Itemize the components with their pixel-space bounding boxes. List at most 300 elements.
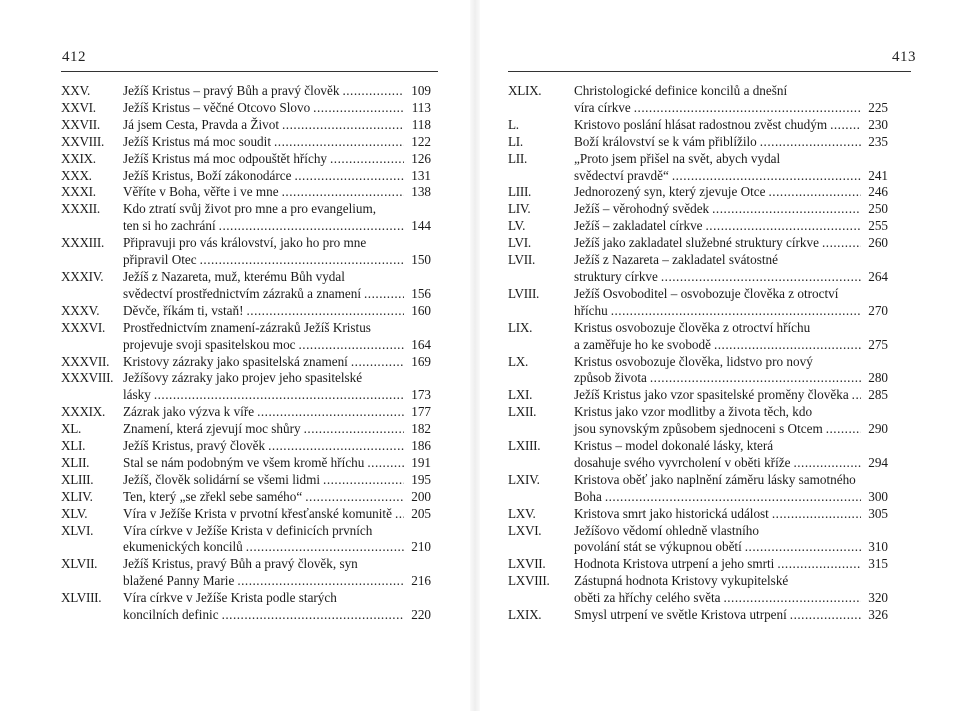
title-text: Ježíšovo vědomí ohledně vlastního <box>574 522 759 538</box>
title-text: připravil Otec <box>123 252 197 268</box>
toc-entry <box>61 472 431 489</box>
chapter-title <box>123 235 431 269</box>
title-line <box>574 134 888 151</box>
title-line <box>123 83 431 100</box>
page-reference: 285 <box>868 387 888 403</box>
title-text: Víra církve v Ježíše Krista podle starých <box>123 590 337 606</box>
title-line <box>574 438 888 455</box>
page-reference: 210 <box>411 539 431 555</box>
title-text: lásky <box>123 387 151 403</box>
toc-entry <box>508 252 888 286</box>
chapter-number: LXI. <box>508 387 533 403</box>
page-reference: 225 <box>868 99 888 115</box>
chapter-number: XXXIII. <box>61 235 104 251</box>
title-line <box>123 489 431 506</box>
title-line <box>123 523 431 540</box>
toc-entry <box>61 235 431 269</box>
title-line <box>123 286 431 303</box>
chapter-title <box>123 455 431 472</box>
chapter-number: LV. <box>508 218 526 234</box>
title-text: Christologické definice koncilů a dnešní <box>574 83 788 98</box>
title-text: Kristus osvobozuje člověka z otroctví hříchu <box>574 319 811 335</box>
dot-leader <box>274 134 404 151</box>
toc-entry <box>61 134 431 151</box>
chapter-number: XXXI. <box>61 184 96 200</box>
dot-leader <box>826 421 861 438</box>
chapter-title <box>123 151 431 168</box>
page-reference: 310 <box>868 539 888 555</box>
chapter-number: XXXVI. <box>61 319 105 335</box>
dot-leader <box>611 303 861 320</box>
chapter-number: XLIV. <box>61 488 93 504</box>
title-text: ekumenických koncilů <box>123 539 243 555</box>
dot-leader <box>154 387 404 404</box>
dot-leader <box>712 201 861 218</box>
toc-entry <box>508 83 888 117</box>
title-line <box>123 201 431 218</box>
chapter-title <box>574 472 888 506</box>
chapter-number: LI. <box>508 133 523 149</box>
title-text: Ježíš – zakladatel církve <box>574 218 703 234</box>
toc-entry <box>508 556 888 573</box>
page-reference: 270 <box>868 302 888 318</box>
title-text: koncilních definic <box>123 607 219 623</box>
page-reference: 246 <box>868 184 888 200</box>
chapter-title <box>574 134 888 151</box>
title-text: Ježíš z Nazareta – zakladatel svátostné <box>574 252 778 268</box>
title-line <box>574 117 888 134</box>
chapter-title <box>123 523 431 557</box>
title-text: Ježíš Kristus, pravý člověk <box>123 438 266 454</box>
toc-entry <box>508 523 888 557</box>
title-line <box>574 506 888 523</box>
page-reference: 205 <box>411 505 431 521</box>
title-line <box>574 201 888 218</box>
dot-leader <box>723 590 861 607</box>
title-text: Jednorozený syn, který zjevuje Otce <box>574 184 766 200</box>
chapter-number: LXV. <box>508 505 536 521</box>
page-reference: 169 <box>411 353 431 369</box>
chapter-number: XXX. <box>61 167 92 183</box>
toc-entry <box>508 573 888 607</box>
page-reference: 275 <box>868 336 888 352</box>
title-line <box>574 523 888 540</box>
title-text: Smysl utrpení ve světle Kristova utrpení <box>574 607 787 623</box>
toc-entry <box>508 506 888 523</box>
title-text: Kristovo poslání hlásat radostnou zvěst chudým <box>574 116 828 132</box>
chapter-number: XXVII. <box>61 116 100 132</box>
toc-entry <box>508 354 888 388</box>
title-text: Já jsem Cesta, Pravda a Život <box>123 116 280 132</box>
title-text: blažené Panny Marie <box>123 573 235 589</box>
title-text: dosahuje svého vyvrcholení v oběti kříže <box>574 454 791 470</box>
toc-entry <box>508 134 888 151</box>
chapter-title <box>123 303 431 320</box>
title-line <box>574 337 888 354</box>
title-line <box>574 387 888 404</box>
title-text: Kristus osvobozuje člověka, lidstvo pro nový <box>574 353 813 369</box>
page-reference: 182 <box>411 421 431 437</box>
toc-entry <box>61 556 431 590</box>
dot-leader <box>364 286 404 303</box>
title-text: Znamení, která zjevují moc shůry <box>123 421 301 437</box>
title-text: Připravuji pro vás království, jako ho pro mne <box>123 235 367 251</box>
title-line <box>574 421 888 438</box>
toc-entry <box>61 100 431 117</box>
dot-leader <box>605 489 861 506</box>
chapter-number: LVIII. <box>508 285 540 301</box>
toc-entry <box>61 201 431 235</box>
title-line <box>574 489 888 506</box>
chapter-title <box>123 354 431 371</box>
dot-leader <box>395 506 404 523</box>
chapter-number: LXVIII. <box>508 573 550 589</box>
toc-entry <box>61 117 431 134</box>
chapter-title <box>574 218 888 235</box>
chapter-title <box>123 320 431 354</box>
toc-entry <box>61 184 431 201</box>
title-line <box>574 168 888 185</box>
page-reference: 315 <box>868 556 888 572</box>
chapter-number: XXXVIII. <box>61 370 114 386</box>
page-reference: 177 <box>411 404 431 420</box>
dot-leader <box>777 556 861 573</box>
page-reference: 235 <box>868 133 888 149</box>
chapter-number: LIII. <box>508 184 532 200</box>
page-reference: 195 <box>411 471 431 487</box>
chapter-title <box>574 235 888 252</box>
chapter-title <box>123 184 431 201</box>
page-reference: 300 <box>868 488 888 504</box>
title-text: Ježíš Kristus má moc soudit <box>123 133 271 149</box>
title-text: Prostřednictvím znamení-zázraků Ježíš Kristus <box>123 319 371 335</box>
toc-entry <box>61 438 431 455</box>
dot-leader <box>822 235 861 252</box>
title-text: Ježíš, člověk solidární se všemi lidmi <box>123 471 321 487</box>
chapter-number: XXVI. <box>61 99 96 115</box>
title-text: povolání stát se výkupnou obětí <box>574 539 742 555</box>
title-line <box>123 218 431 235</box>
toc-entry <box>61 320 431 354</box>
dot-leader <box>745 539 861 556</box>
title-line <box>123 387 431 404</box>
dot-leader <box>769 184 861 201</box>
chapter-title <box>574 184 888 201</box>
chapter-title <box>123 472 431 489</box>
title-text: struktury církve <box>574 268 658 284</box>
title-text: svědectví pravdě“ <box>574 167 669 183</box>
title-line <box>574 269 888 286</box>
chapter-title <box>123 83 431 100</box>
chapter-title <box>574 117 888 134</box>
chapter-number: LX. <box>508 353 528 369</box>
dot-leader <box>222 607 404 624</box>
dot-leader <box>772 506 861 523</box>
toc-entry <box>508 607 888 624</box>
chapter-number: XLVIII. <box>61 590 102 606</box>
dot-leader <box>237 573 404 590</box>
page-reference: 260 <box>868 235 888 251</box>
chapter-number: XXXII. <box>61 201 100 217</box>
chapter-number: XLVII. <box>61 556 98 572</box>
page-reference: 131 <box>411 167 431 183</box>
chapter-title <box>123 404 431 421</box>
chapter-number: XXVIII. <box>61 133 104 149</box>
toc-entry <box>61 455 431 472</box>
page-reference: 156 <box>411 285 431 301</box>
chapter-number: XXXIV. <box>61 268 104 284</box>
title-line <box>123 184 431 201</box>
title-text: Kristus jako vzor modlitby a života těch, kdo <box>574 404 813 420</box>
title-text: Kristus – model dokonalé lásky, která <box>574 438 774 454</box>
title-line <box>574 404 888 421</box>
chapter-number: LVI. <box>508 235 531 251</box>
title-line <box>574 354 888 371</box>
chapter-title <box>123 489 431 506</box>
dot-leader <box>830 117 861 134</box>
dot-leader <box>313 100 404 117</box>
title-text: Víra církve v Ježíše Krista v definicích prvních <box>123 522 373 538</box>
title-text: Zástupná hodnota Kristovy vykupitelské <box>574 573 789 589</box>
title-text: Ten, který „se zřekl sebe samého“ <box>123 488 303 504</box>
page-reference: 305 <box>868 505 888 521</box>
title-line <box>574 573 888 590</box>
title-text: projevuje svoji spasitelskou moc <box>123 336 296 352</box>
chapter-title <box>123 438 431 455</box>
title-line <box>574 286 888 303</box>
chapter-title <box>574 404 888 438</box>
chapter-number: LXII. <box>508 404 537 420</box>
title-text: Kristova oběť jako naplnění záměru lásky samotného <box>574 471 856 487</box>
header-rule <box>61 71 438 72</box>
dot-leader <box>672 168 861 185</box>
title-text: Boha <box>574 488 602 504</box>
toc-entry <box>61 506 431 523</box>
dot-leader <box>282 117 404 134</box>
toc-entry <box>61 421 431 438</box>
title-text: způsob života <box>574 370 647 386</box>
chapter-title <box>574 573 888 607</box>
chapter-number: LXIX. <box>508 607 542 623</box>
chapter-title <box>123 117 431 134</box>
title-text: Ježíš Kristus, pravý Bůh a pravý člověk, syn <box>123 556 358 572</box>
chapter-title <box>574 320 888 354</box>
dot-leader <box>299 337 404 354</box>
title-text: Ježíš Kristus – pravý Bůh a pravý člověk <box>123 83 340 98</box>
toc-entry <box>61 303 431 320</box>
title-line <box>123 252 431 269</box>
page-reference: 264 <box>868 268 888 284</box>
dot-leader <box>650 370 861 387</box>
dot-leader <box>793 455 861 472</box>
dot-leader <box>367 455 404 472</box>
title-text: svědectví prostřednictvím zázraků a znamení <box>123 285 362 301</box>
chapter-number: XLIII. <box>61 471 94 487</box>
toc-entry <box>61 151 431 168</box>
page-reference: 290 <box>868 421 888 437</box>
page-reference: 216 <box>411 573 431 589</box>
toc-entry <box>508 235 888 252</box>
title-text: Ježíš – věrohodný svědek <box>574 201 710 217</box>
chapter-title <box>123 590 431 624</box>
page-reference: 250 <box>868 201 888 217</box>
chapter-title <box>574 556 888 573</box>
chapter-title <box>123 201 431 235</box>
title-line <box>574 607 888 624</box>
toc-entry <box>61 370 431 404</box>
title-line <box>123 151 431 168</box>
title-line <box>123 100 431 117</box>
title-line <box>574 303 888 320</box>
title-text: ten si ho zachrání <box>123 218 216 234</box>
page-reference: 186 <box>411 438 431 454</box>
title-line <box>123 337 431 354</box>
title-line <box>574 218 888 235</box>
page-reference: 126 <box>411 150 431 166</box>
page-number: 412 <box>62 49 86 65</box>
title-text: Věříte v Boha, věřte i ve mne <box>123 184 279 200</box>
dot-leader <box>246 303 404 320</box>
toc-entry <box>61 489 431 506</box>
title-text: jsou synovským způsobem sjednoceni s Otcem <box>574 421 823 437</box>
title-text: Stal se nám podobným ve všem kromě hříchu <box>123 454 365 470</box>
toc-entry <box>61 168 431 185</box>
chapter-number: LXIV. <box>508 471 540 487</box>
title-line <box>123 269 431 286</box>
title-text: Ježíš z Nazareta, muž, kterému Bůh vydal <box>123 268 345 284</box>
title-text: Děvče, říkám ti, vstaň! <box>123 302 244 318</box>
toc-entry <box>508 387 888 404</box>
title-line <box>123 556 431 573</box>
dot-leader <box>282 184 404 201</box>
chapter-title <box>574 83 888 117</box>
dot-leader <box>268 438 404 455</box>
title-line <box>574 184 888 201</box>
dot-leader <box>330 151 404 168</box>
title-line <box>574 252 888 269</box>
chapter-title <box>574 607 888 624</box>
dot-leader <box>706 218 861 235</box>
page-reference: 241 <box>868 167 888 183</box>
chapter-title <box>123 506 431 523</box>
chapter-number: XL. <box>61 421 81 437</box>
page-reference: 220 <box>411 607 431 623</box>
title-text: Kristova smrt jako historická událost <box>574 505 769 521</box>
dot-leader <box>634 100 861 117</box>
title-text: hříchu <box>574 302 608 318</box>
title-text: „Proto jsem přišel na svět, abych vydal <box>574 150 781 166</box>
title-line <box>123 117 431 134</box>
title-line <box>574 472 888 489</box>
title-line <box>123 438 431 455</box>
dot-leader <box>790 607 861 624</box>
dot-leader <box>661 269 861 286</box>
dot-leader <box>294 168 404 185</box>
title-line <box>123 506 431 523</box>
title-text: Boží království se k vám přiblížilo <box>574 133 757 149</box>
title-line <box>123 168 431 185</box>
page-reference: 294 <box>868 454 888 470</box>
table-of-contents <box>61 83 431 624</box>
toc-entry <box>61 404 431 421</box>
toc-entry <box>61 590 431 624</box>
toc-entry <box>508 117 888 134</box>
dot-leader <box>200 252 404 269</box>
title-line <box>574 151 888 168</box>
toc-entry <box>508 201 888 218</box>
title-line <box>574 100 888 117</box>
dot-leader <box>246 539 404 556</box>
chapter-title <box>123 370 431 404</box>
chapter-number: LIX. <box>508 319 533 335</box>
title-line <box>123 134 431 151</box>
chapter-title <box>574 286 888 320</box>
chapter-number: XLVI. <box>61 522 94 538</box>
title-line <box>123 404 431 421</box>
page-reference: 280 <box>868 370 888 386</box>
chapter-title <box>123 134 431 151</box>
toc-entry <box>508 404 888 438</box>
title-text: Ježíš Kristus – věčné Otcovo Slovo <box>123 99 311 115</box>
chapter-number: XXXIX. <box>61 404 105 420</box>
chapter-title <box>574 252 888 286</box>
chapter-title <box>574 151 888 185</box>
title-line <box>123 354 431 371</box>
page-reference: 160 <box>411 302 431 318</box>
toc-entry <box>61 523 431 557</box>
title-line <box>123 455 431 472</box>
chapter-number: XXIX. <box>61 150 96 166</box>
toc-entry <box>508 472 888 506</box>
chapter-title <box>123 168 431 185</box>
title-line <box>574 556 888 573</box>
chapter-number: LVII. <box>508 252 535 268</box>
toc-entry <box>508 218 888 235</box>
chapter-number: LII. <box>508 150 527 166</box>
title-text: Víra v Ježíše Krista v prvotní křesťanské komunitě <box>123 505 392 521</box>
page-reference: 200 <box>411 488 431 504</box>
page-reference: 320 <box>868 590 888 606</box>
title-text: Hodnota Kristova utrpení a jeho smrti <box>574 556 775 572</box>
chapter-number: L. <box>508 116 519 132</box>
title-text: víra církve <box>574 99 631 115</box>
header-rule <box>508 71 911 72</box>
dot-leader <box>342 83 404 100</box>
dot-leader <box>305 489 404 506</box>
title-line <box>574 320 888 337</box>
chapter-title <box>574 438 888 472</box>
title-text: Ježíšovy zázraky jako projev jeho spasitelské <box>123 370 363 386</box>
dot-leader <box>219 218 404 235</box>
page-reference: 138 <box>411 184 431 200</box>
title-line <box>574 83 888 100</box>
title-line <box>123 320 431 337</box>
chapter-number: LXIII. <box>508 438 541 454</box>
chapter-title <box>123 421 431 438</box>
page-reference: 118 <box>411 116 431 132</box>
chapter-number: XXV. <box>61 83 90 98</box>
page-reference: 150 <box>411 252 431 268</box>
chapter-title <box>574 201 888 218</box>
title-text: Kristovy zázraky jako spasitelská znamení <box>123 353 348 369</box>
right-page <box>478 0 960 711</box>
dot-leader <box>351 354 404 371</box>
chapter-title <box>574 506 888 523</box>
table-of-contents <box>508 83 888 624</box>
dot-leader <box>304 421 404 438</box>
title-text: Kdo ztratí svůj život pro mne a pro evangelium, <box>123 201 377 217</box>
dot-leader <box>852 387 861 404</box>
